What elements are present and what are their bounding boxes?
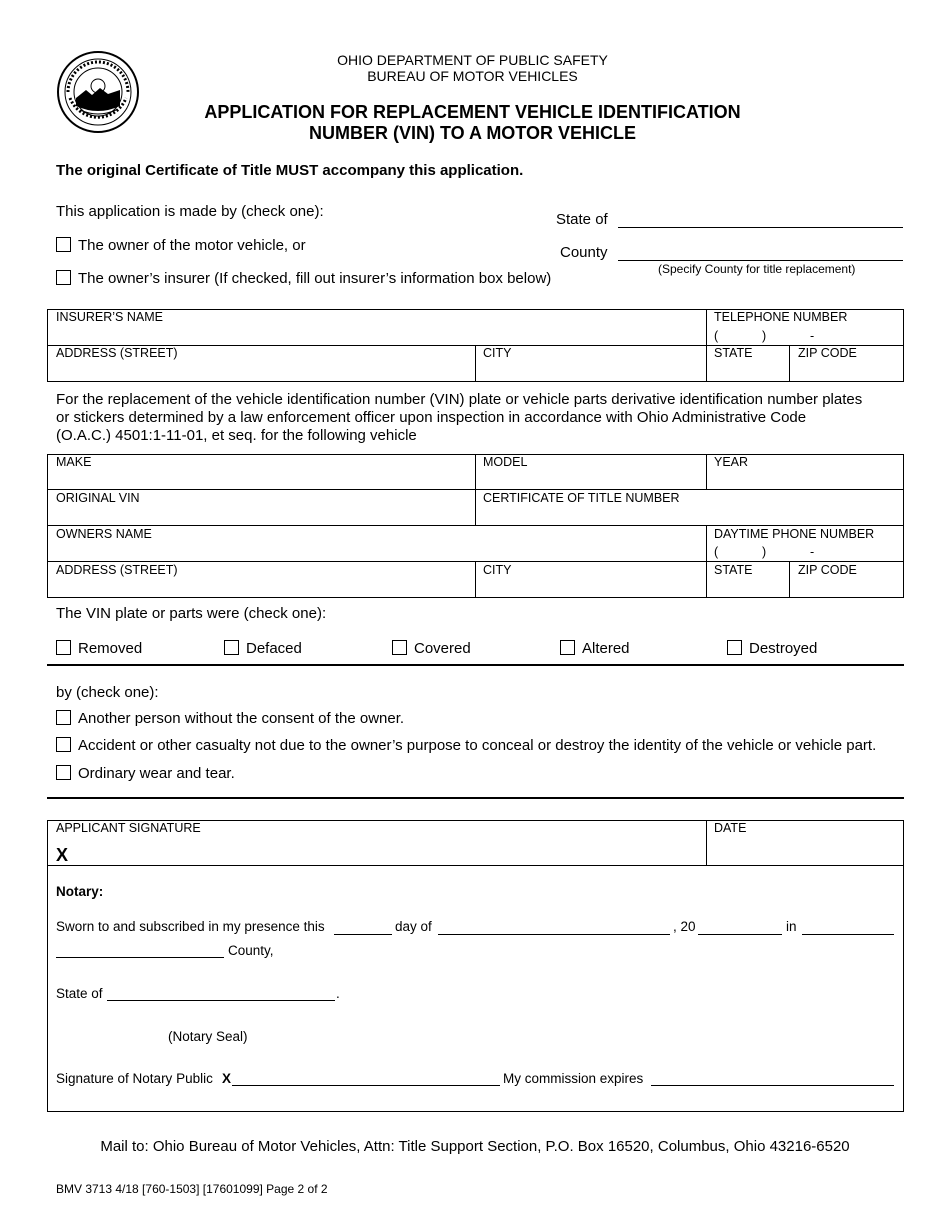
made-by-prompt: This application is made by (check one): (56, 203, 324, 220)
destroyed-label: Destroyed (749, 640, 818, 657)
sworn-in-field[interactable] (802, 934, 894, 935)
accident-label: Accident or other casualty not due to the owner’s purpose to conceal or destroy the identity of the vehicle or vehicle part. (78, 737, 877, 754)
removed-label: Removed (78, 640, 143, 657)
date-label: DATE (714, 821, 747, 835)
original-vin-label: ORIGINAL VIN (56, 491, 140, 505)
sworn-text-d: in (786, 919, 797, 934)
date-field[interactable] (714, 836, 899, 862)
applicant-signature-label: APPLICANT SIGNATURE (56, 821, 201, 835)
notary-state-period: . (336, 986, 340, 1001)
model-label: MODEL (483, 455, 528, 469)
make-label: MAKE (56, 455, 92, 469)
form-title-line1: APPLICATION FOR REPLACEMENT VEHICLE IDENTIFICATION (204, 102, 741, 122)
insurer-phone-dash: - (810, 329, 815, 343)
applicant-signature-x: X (56, 845, 69, 865)
owner-checkbox[interactable] (56, 237, 71, 252)
county-field[interactable] (618, 260, 903, 261)
owner-phone-dash: - (810, 545, 815, 559)
owner-zip-label: ZIP CODE (798, 563, 857, 577)
state-of-label: State of (556, 211, 608, 228)
accident-checkbox[interactable] (56, 737, 71, 752)
daytime-phone-label: DAYTIME PHONE NUMBER (714, 527, 875, 541)
sworn-text-c: , 20 (673, 919, 696, 934)
department-name: OHIO DEPARTMENT OF PUBLIC SAFETY (337, 52, 608, 68)
county-text: County, (228, 943, 274, 958)
notary-signature-field[interactable] (232, 1085, 500, 1086)
replacement-text-line1: For the replacement of the vehicle identification number (VIN) plate or vehicle parts derivative identification number plates (56, 391, 863, 408)
defaced-label: Defaced (246, 640, 302, 657)
commission-expires-field[interactable] (651, 1085, 894, 1086)
wear-label: Ordinary wear and tear. (78, 765, 235, 782)
bureau-name: BUREAU OF MOTOR VEHICLES (367, 68, 578, 84)
owner-address-label: ADDRESS (STREET) (56, 563, 178, 577)
insurer-city-label: CITY (483, 346, 512, 360)
altered-label: Altered (582, 640, 630, 657)
title-notice: The original Certificate of Title MUST accompany this application. (56, 162, 524, 179)
covered-label: Covered (414, 640, 471, 657)
destroyed-checkbox[interactable] (727, 640, 742, 655)
vin-status-prompt: The VIN plate or parts were (check one): (56, 605, 327, 622)
notary-heading: Notary: (56, 884, 104, 899)
wear-checkbox[interactable] (56, 765, 71, 780)
signature-notary-box (47, 820, 904, 1112)
notary-state-field[interactable] (107, 1000, 335, 1001)
made-by-insurer-option[interactable] (56, 270, 551, 287)
sworn-county-field[interactable] (56, 957, 224, 958)
made-by-owner-option[interactable] (56, 237, 306, 254)
insurer-zip-label: ZIP CODE (798, 346, 857, 360)
vin-covered-option[interactable] (392, 640, 471, 657)
mail-to-address: Mail to: Ohio Bureau of Motor Vehicles, Attn: Title Support Section, P.O. Box 16520, Columbus, Ohio 43216-6520 (100, 1138, 850, 1155)
year-label: YEAR (714, 455, 749, 469)
county-label: County (560, 244, 608, 261)
sworn-day-field[interactable] (334, 934, 392, 935)
owner-state-label: STATE (714, 563, 753, 577)
applicant-signature-field[interactable] (60, 836, 700, 862)
insurer-address-label: ADDRESS (STREET) (56, 346, 178, 360)
notary-signature-label: Signature of Notary Public (56, 1071, 213, 1086)
by-another-person-option[interactable] (56, 710, 404, 727)
insurer-checkbox[interactable] (56, 270, 71, 285)
notary-state-label: State of (56, 986, 103, 1001)
vin-defaced-option[interactable] (224, 640, 302, 657)
vin-destroyed-option[interactable] (727, 640, 817, 657)
owner-city-label: CITY (483, 563, 512, 577)
covered-checkbox[interactable] (392, 640, 407, 655)
vin-removed-option[interactable] (56, 640, 142, 657)
insurer-phone-label: TELEPHONE NUMBER (714, 310, 848, 324)
owner-phone-close: ) (762, 545, 767, 559)
vin-altered-option[interactable] (560, 640, 630, 657)
by-prompt: by (check one): (56, 684, 159, 701)
owners-name-label: OWNERS NAME (56, 527, 152, 541)
commission-label: My commission expires (503, 1071, 644, 1086)
section-divider (47, 664, 904, 666)
sworn-text-b: day of (395, 919, 432, 934)
insurer-state-label: STATE (714, 346, 753, 360)
insurer-phone-close: ) (762, 329, 767, 343)
another-person-checkbox[interactable] (56, 710, 71, 725)
title-number-label: CERTIFICATE OF TITLE NUMBER (483, 491, 680, 505)
county-note: (Specify County for title replacement) (658, 262, 856, 276)
form-code: BMV 3713 4/18 [760-1503] [17601099] Page 2 of 2 (56, 1182, 328, 1196)
insurer-option-label: The owner’s insurer (If checked, fill out insurer’s information box below) (78, 270, 552, 287)
owner-option-label: The owner of the motor vehicle, or (78, 237, 306, 254)
by-accident-option[interactable] (56, 737, 876, 754)
insurer-name-label: INSURER’S NAME (56, 310, 163, 324)
insurer-phone-open: ( (714, 329, 719, 343)
state-of-field[interactable] (618, 227, 903, 228)
by-wear-option[interactable] (56, 765, 235, 782)
section-divider-2 (47, 797, 904, 799)
owner-phone-open: ( (714, 545, 719, 559)
notary-seal-label: (Notary Seal) (168, 1029, 248, 1044)
sworn-year-field[interactable] (698, 934, 782, 935)
removed-checkbox[interactable] (56, 640, 71, 655)
form-title-line2: NUMBER (VIN) TO A MOTOR VEHICLE (308, 123, 636, 143)
sworn-month-field[interactable] (438, 934, 670, 935)
altered-checkbox[interactable] (560, 640, 575, 655)
notary-signature-x: X (222, 1071, 232, 1086)
replacement-text-line2: or stickers determined by a law enforcement officer upon inspection in accordance with Ohio Administrative Code (56, 409, 807, 426)
sworn-text-a: Sworn to and subscribed in my presence this (56, 919, 325, 934)
defaced-checkbox[interactable] (224, 640, 239, 655)
another-person-label: Another person without the consent of the owner. (78, 710, 405, 727)
replacement-text-line3: (O.A.C.) 4501:1-11-01, et seq. for the following vehicle (56, 427, 417, 444)
